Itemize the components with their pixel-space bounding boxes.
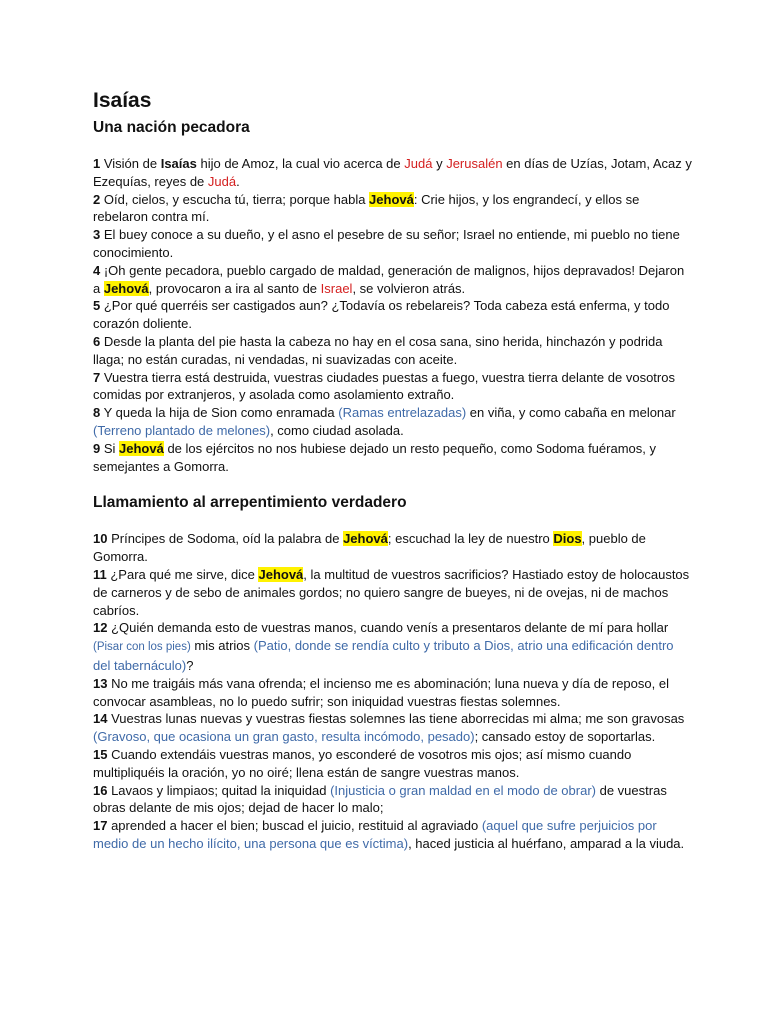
place-name: Jerusalén bbox=[446, 156, 503, 171]
verse-15 bbox=[93, 746, 693, 782]
verse-2 bbox=[93, 191, 693, 227]
verse-text: de vuestras obras delante de mis ojos; dejad de hacer lo malo; bbox=[93, 782, 667, 816]
verse-number: 10 bbox=[93, 531, 108, 547]
verse-number: 9 bbox=[93, 440, 101, 456]
explanatory-note: (Injusticia o gran maldad en el modo de obrar) bbox=[330, 782, 596, 798]
verse-number: 15 bbox=[93, 746, 108, 762]
verse-14 bbox=[93, 710, 693, 746]
section-heading-2: Llamamiento al arrepentimiento verdadero bbox=[93, 494, 407, 512]
explanatory-note: (Ramas entrelazadas) bbox=[338, 405, 467, 421]
verse-text: mis atrios bbox=[190, 638, 254, 654]
verse-text: ¿Quién demanda esto de vuestras manos, cuando venís a presentaros delante de mí para hollar bbox=[107, 620, 669, 636]
verse-8 bbox=[93, 404, 693, 440]
verse-10 bbox=[93, 530, 693, 566]
highlighted-name: Jehová bbox=[369, 191, 414, 207]
verse-11 bbox=[93, 566, 693, 619]
verse-text: : Crie hijos, y los engrandecí, y ellos se rebelaron contra mí. bbox=[93, 191, 640, 225]
verse-number: 11 bbox=[93, 566, 107, 582]
verse-text: ¿Por qué querréis ser castigados aun? ¿Todavía os rebelareis? Toda cabeza está enferma, y todo corazón doliente. bbox=[93, 298, 670, 332]
verse-6 bbox=[93, 333, 693, 369]
verse-1 bbox=[93, 155, 693, 191]
explanatory-note: (Gravoso, que ocasiona un gran gasto, resulta incómodo, pesado) bbox=[93, 729, 475, 745]
section-heading-1: Una nación pecadora bbox=[93, 119, 250, 136]
place-name: Israel bbox=[320, 280, 353, 296]
explanatory-note: (aquel que sufre perjuicios por medio de un hecho ilícito, una persona que es víctima) bbox=[93, 818, 657, 851]
verse-number: 3 bbox=[93, 227, 101, 243]
verse-5 bbox=[93, 297, 693, 333]
verse-text: Príncipes de Sodoma, oíd la palabra de bbox=[107, 531, 344, 547]
verse-number: 4 bbox=[93, 262, 101, 278]
verse-text: , provocaron a ira al santo de bbox=[148, 280, 321, 296]
verse-text: ¡Oh gente pecadora, pueblo cargado de maldad, generación de malignos, hijos depravados! Dejaron a bbox=[93, 262, 685, 296]
verse-number: 7 bbox=[93, 369, 101, 385]
verse-12 bbox=[93, 619, 693, 674]
verse-number: 14 bbox=[93, 711, 108, 727]
highlighted-name: Dios bbox=[553, 531, 582, 547]
verse-text: , pueblo de Gomorra. bbox=[93, 531, 646, 565]
verse-number: 17 bbox=[93, 818, 108, 834]
section-2-body bbox=[93, 530, 693, 852]
verse-text: ; cansado estoy de soportarlas. bbox=[474, 729, 656, 745]
verse-text: en viña, y como cabaña en melonar bbox=[466, 405, 676, 421]
section-1-body bbox=[93, 155, 693, 475]
place-name: Judá bbox=[404, 156, 433, 171]
highlighted-name: Jehová bbox=[119, 440, 164, 456]
verse-bold: Isaías bbox=[160, 156, 197, 171]
verse-text: , la multitud de vuestros sacrificios? Hastiado estoy de holocaustos de carneros y de sebo de animales gordos; no quiero sangre de bueyes, ni de ovejas, ni de machos cabríos. bbox=[93, 566, 690, 618]
verse-text: . bbox=[236, 173, 240, 189]
verse-number: 16 bbox=[93, 782, 108, 798]
verse-16 bbox=[93, 782, 693, 818]
verse-text: Cuando extendáis vuestras manos, yo esconderé de vosotros mis ojos; así mismo cuando multipliquéis la oración, yo no oiré; llena están de sangre vuestras manos. bbox=[93, 746, 632, 780]
verse-text: Vuestra tierra está destruida, vuestras ciudades puestas a fuego, vuestra tierra delante de vosotros comidas por extranjeros, y asolada como asolamiento extraño. bbox=[93, 369, 675, 403]
verse-text: No me traigáis más vana ofrenda; el incienso me es abominación; luna nueva y día de reposo, el convocar asambleas, no lo puedo sufrir; son iniquidad vuestras fiestas solemnes. bbox=[93, 675, 669, 709]
verse-text: El buey conoce a su dueño, y el asno el pesebre de su señor; Israel no entiende, mi pueblo no tiene conocimiento. bbox=[93, 227, 680, 260]
verse-text: ¿Para qué me sirve, dice bbox=[106, 566, 259, 582]
verse-text: Si bbox=[100, 440, 120, 456]
verse-number: 12 bbox=[93, 620, 108, 636]
page-title: Isaías bbox=[93, 89, 152, 112]
verse-text: Lavaos y limpiaos; quitad la iniquidad bbox=[107, 782, 331, 798]
verse-number: 2 bbox=[93, 191, 101, 207]
verse-7 bbox=[93, 369, 693, 405]
document-page bbox=[93, 88, 693, 853]
verse-9 bbox=[93, 440, 693, 476]
verse-4 bbox=[93, 262, 693, 298]
verse-text: en días de Uzías, Jotam, Acaz y Ezequías, reyes de bbox=[93, 156, 692, 189]
verse-text: Desde la planta del pie hasta la cabeza no hay en el cosa sana, sino herida, hinchazón y podrida llaga; no están curadas, ni vendadas, ni suavizadas con aceite. bbox=[93, 333, 663, 367]
explanatory-note: (Pisar con los pies) bbox=[93, 641, 191, 654]
verse-text: Vuestras lunas nuevas y vuestras fiestas solemnes las tiene aborrecidas mi alma; me son gravosas bbox=[107, 711, 685, 727]
highlighted-name: Jehová bbox=[258, 566, 304, 582]
verse-17 bbox=[93, 817, 693, 853]
verse-text: hijo de Amoz, la cual vio acerca de bbox=[196, 156, 405, 171]
verse-text: , haced justicia al huérfano, amparad a la viuda. bbox=[408, 835, 685, 851]
verse-number: 5 bbox=[93, 298, 101, 314]
verse-13 bbox=[93, 675, 693, 711]
verse-text: Oíd, cielos, y escucha tú, tierra; porque habla bbox=[100, 191, 370, 207]
verse-text: Visión de bbox=[100, 156, 161, 171]
verse-number: 1 bbox=[93, 156, 101, 171]
verse-number: 13 bbox=[93, 675, 108, 691]
verse-text: , se volvieron atrás. bbox=[352, 280, 466, 296]
verse-text: ; escuchad la ley de nuestro bbox=[387, 531, 554, 547]
verse-number: 6 bbox=[93, 333, 101, 349]
highlighted-name: Jehová bbox=[343, 531, 388, 547]
verse-text: Y queda la hija de Sion como enramada bbox=[100, 405, 339, 421]
verse-number: 8 bbox=[93, 405, 101, 421]
verse-text: aprended a hacer el bien; buscad el juicio, restituid al agraviado bbox=[107, 818, 482, 834]
explanatory-note: (Terreno plantado de melones) bbox=[93, 422, 271, 438]
place-name: Judá bbox=[207, 173, 237, 189]
explanatory-note: (Patio, donde se rendía culto y tributo a Dios, atrio una edificación dentro del tabernáculo) bbox=[93, 638, 674, 673]
verse-text: de los ejércitos no nos hubiese dejado un resto pequeño, como Sodoma fuéramos, y semejantes a Gomorra. bbox=[93, 440, 656, 474]
verse-3 bbox=[93, 226, 693, 262]
verse-text: y bbox=[432, 156, 447, 171]
verse-text: ? bbox=[186, 657, 194, 673]
verse-text: , como ciudad asolada. bbox=[270, 422, 404, 438]
highlighted-name: Jehová bbox=[103, 280, 149, 296]
